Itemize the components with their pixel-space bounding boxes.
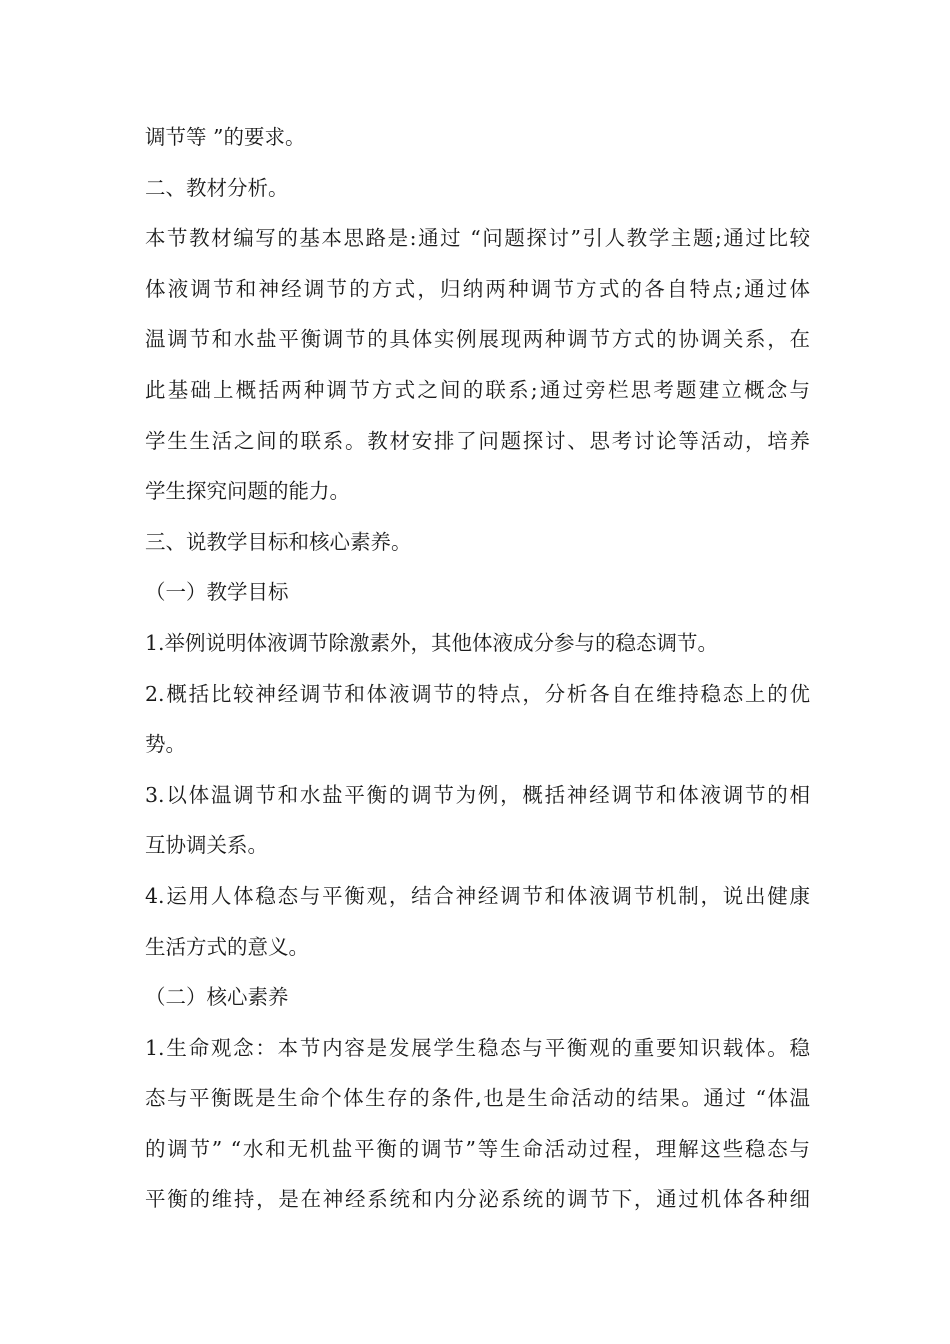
list-item: 1.生命观念：本节内容是发展学生稳态与平衡观的重要知识载体。稳 (145, 1035, 810, 1060)
text-line: 温调节和水盐平衡调节的具体实例展现两种调节方式的协调关系，在 (145, 327, 810, 352)
text-line: 互协调关系。 (145, 833, 268, 858)
text-line: 的调节” “水和无机盐平衡的调节”等生命活动过程，理解这些稳态与 (145, 1136, 810, 1161)
document-body (145, 112, 810, 1225)
subsection-heading: （二）核心素养 (145, 985, 289, 1010)
list-item: 3.以体温调节和水盐平衡的调节为例，概括神经调节和体液调节的相 (145, 782, 810, 807)
text-line: 态与平衡既是生命个体生存的条件,也是生命活动的结果。通过 “体温 (145, 1086, 810, 1111)
list-item: 4.运用人体稳态与平衡观，结合神经调节和体液调节机制，说出健康 (145, 883, 810, 908)
section-heading: 二、教材分析。 (145, 175, 289, 200)
list-item: 2.概括比较神经调节和体液调节的特点，分析各自在维持稳态上的优 (145, 681, 810, 706)
text-line: 平衡的维持，是在神经系统和内分泌系统的调节下，通过机体各种细 (145, 1187, 810, 1212)
text-line: 势。 (145, 732, 186, 757)
text-line: 调节等 ”的要求。 (145, 125, 306, 149)
subsection-heading: （一）教学目标 (145, 580, 289, 605)
text-line: 学生生活之间的联系。教材安排了问题探讨、思考讨论等活动，培养 (145, 428, 810, 453)
text-line: 学生探究问题的能力。 (145, 479, 350, 504)
text-line: 此基础上概括两种调节方式之间的联系;通过旁栏思考题建立概念与 (145, 377, 810, 402)
text-line: 本节教材编写的基本思路是:通过 “问题探讨”引人教学主题;通过比较 (145, 226, 810, 251)
text-line: 生活方式的意义。 (145, 934, 309, 959)
list-item: 1.举例说明体液调节除激素外，其他体液成分参与的稳态调节。 (145, 630, 719, 655)
text-line: 体液调节和神经调节的方式，归纳两种调节方式的各自特点;通过体 (145, 276, 810, 301)
section-heading: 三、说教学目标和核心素养。 (145, 529, 412, 554)
